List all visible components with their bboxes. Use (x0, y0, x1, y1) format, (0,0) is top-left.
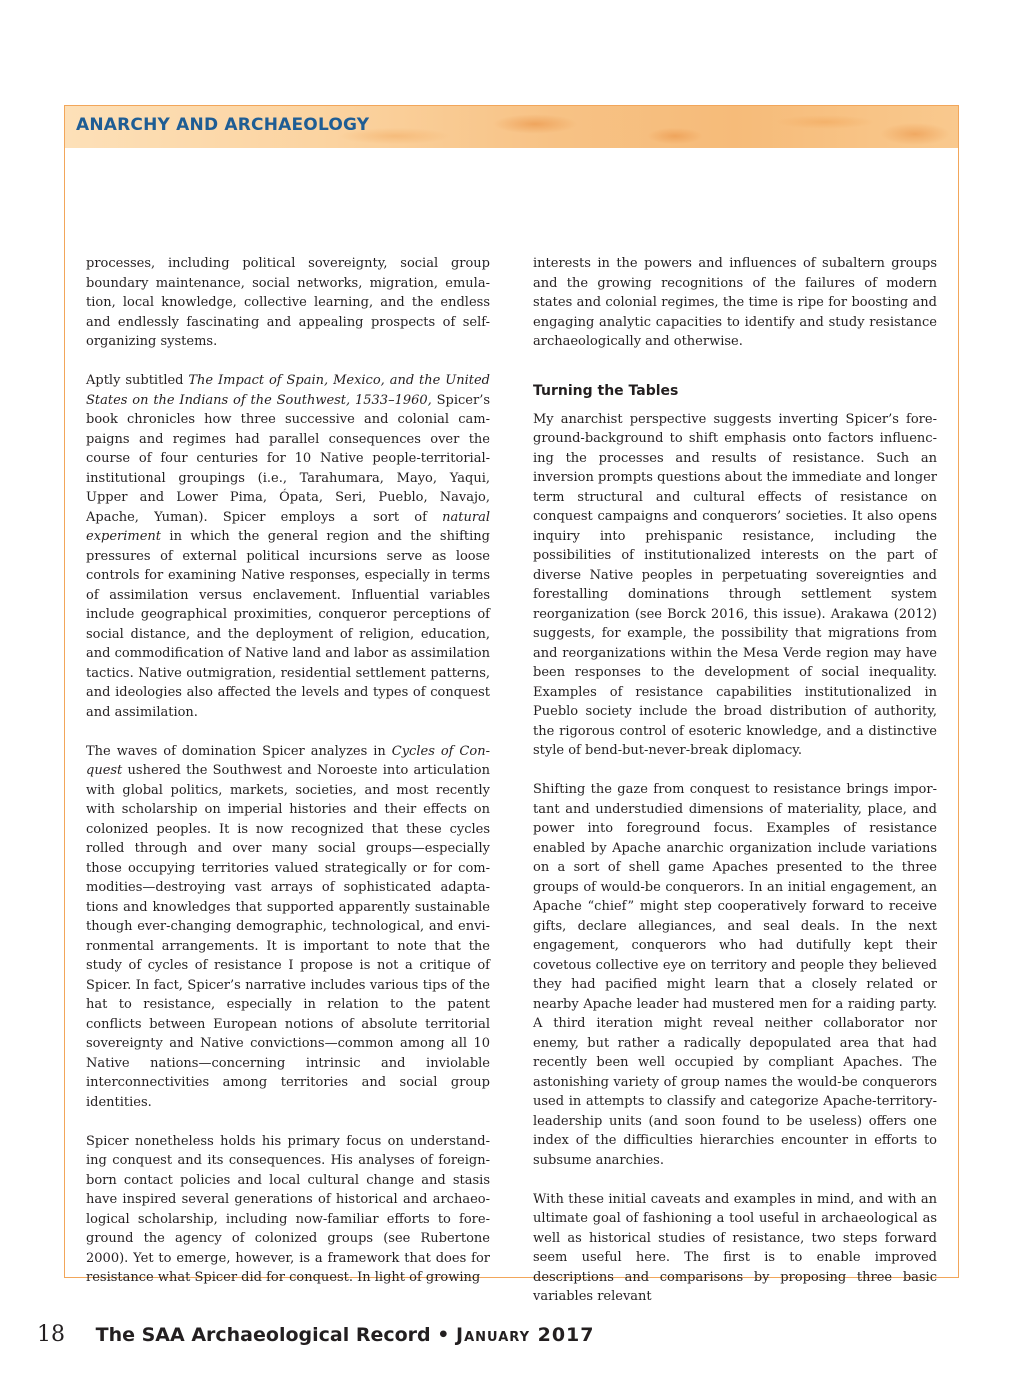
page-footer (37, 1322, 594, 1347)
publication-name: The SAA Archaeological Record (95, 1324, 431, 1346)
left-paragraph-1: processes, including political sovereignty, social group boundary maintenance, social networks, migration, emulation, local knowledge, collective learning, and the endless and endlessly fascinating and appealing prospects of self-organizing systems. (86, 256, 490, 349)
right-paragraph-2: My anarchist perspective suggests inverting Spicer’s foreground-background to shift emphasis onto factors influencing the processes and results of resistance. Such an inversion prompts questions about the immediate and longer term structural and cultural effects of resistance on conquest campaigns and conquerors’ societies. It also opens inquiry into prehispanic resistance, including the possibilities of institutionalized interests on the part of diverse Native peoples in perpetuating sovereignties and forestalling dominations through settlement system reorganization (see Borck 2016, this issue). Arakawa (2012) suggests, for example, the possibility that migrations from and reorganizations within the Mesa Verde region may have been responses to the development of social inequality. Examples of resistance capabilities institutionalized in Pueblo society include the broad distribution of authority, the rigorous control of esoteric knowledge, and a distinctive style of bend-but-never-break diplomacy. (533, 411, 937, 758)
text-run: Aptly subtitled (86, 373, 189, 388)
term-italic: natural experiment (86, 509, 490, 544)
text-run: ushered the Southwest and Noroeste into articulation with global politics, markets, societies, and most recently with scholarship on imperial histories and their effects on colonized peoples. It is now recognized that these cycles rolled through and over many social groups—especially those occupying territories valued strategically or for commodities—destroying vast arrays of sophisticated adaptations and knowledges that supported apparently sustainable though ever-changing demographic, technological, and environmental arrangements. It is important to note that the study of cycles of resistance I propose is not a critique of Spicer. In fact, Spicer’s narrative includes various tips of the hat to resistance, especially in relation to the patent conflicts between European notions of absolute territorial sovereignty and Native convictions—common among all 10 Native nations—concerning intrinsic and inviolable interconnectivities among territories and social group identities. (86, 763, 490, 1110)
right-paragraph-1: interests in the powers and influences of subaltern groups and the growing recognitions of the failures of modern states and colonial regimes, the time is ripe for boosting and engaging analytic capacities to identify and study resistance archaeologically and otherwise. (533, 256, 937, 349)
book-title-italic: The Impact of Spain, Mexico, and the United States on the Indians of the Southwest, 1533–1960, (86, 373, 490, 408)
left-paragraph-4: Spicer nonetheless holds his primary focus on understanding conquest and its consequences. His analyses of foreign-born contact policies and local cultural change and stasis have inspired several generations of historical and archaeological scholarship, including now-familiar efforts to foreground the agency of colonized groups (see Rubertone 2000). Yet to emerge, however, is a framework that does for resistance what Spicer did for conquest. In light of growing (86, 1133, 490, 1285)
right-column (533, 254, 937, 1326)
book-title-italic: Cycles of Conquest (86, 743, 490, 778)
section-heading: Turning the Tables (533, 383, 679, 399)
left-column (86, 254, 490, 1307)
section-banner (65, 106, 958, 148)
left-paragraph-3 (86, 742, 490, 1113)
issue-date: January 2017 (456, 1324, 595, 1346)
page-number: 18 (37, 1322, 65, 1347)
text-run: Spicer’s book chronicles how three successive and colonial campaigns and regimes had parallel consequences over the course of four centuries for 10 Native people-territorial-institutional groupings (i.e., Tarahumara, Mayo, Yaqui, Upper and Lower Pima, Ópata, Seri, Pueblo, Navajo, Apache, Yuman). Spicer employs a sort of (86, 392, 490, 525)
right-paragraph-3: Shifting the gaze from conquest to resistance brings important and understudied dimensions of materiality, place, and power into foreground focus. Examples of resistance enabled by Apache anarchic organization include variations on a sort of shell game Apaches presented to the three groups of would-be conquerors. In an initial engagement, an Apache “chief” might step cooperatively forward to receive gifts, declare allegiances, and seal deals. In the next engagement, conquerors who had dutifully kept their covetous collective eye on territory and people they believed they had pacified might learn that a closely related or nearby Apache leader had mustered men for a raiding party. A third iteration might reveal neither collaborator nor enemy, but rather a radically depopulated area that had recently been well occupied by compliant Apaches. The astonishing variety of group names the would-be conquerors used in attempts to classify and categorize Apache-territory-leadership units (and soon found to be useless) offers one index of the difficulties hierarchies encounter in efforts to subsume anarchies. (533, 782, 937, 1168)
spacer (533, 371, 937, 382)
text-run: in which the general region and the shifting pressures of external political incursions serve as loose controls for examining Native responses, especially in terms of assimilation versus enclavement. Influential variables include geographical proximities, conqueror perceptions of social distance, and the deployment of religion, education, and commodification of Native land and labor as assimilation tactics. Native outmigration, residential settlement patterns, and ideologies also affected the levels and types of conquest and assimilation. (86, 529, 491, 720)
right-paragraph-4: With these initial caveats and examples in mind, and with an ultimate goal of fashioning a tool useful in archaeological as well as historical studies of resistance, two steps forward seem useful here. The first is to enable improved descriptions and comparisons by proposing three basic variables relevant (533, 1191, 937, 1304)
footer-separator: • (437, 1324, 450, 1346)
text-run: The waves of domination Spicer analyzes in (86, 743, 392, 759)
left-paragraph-2 (86, 371, 490, 722)
section-title: ANARCHY AND ARCHAEOLOGY (76, 115, 370, 135)
